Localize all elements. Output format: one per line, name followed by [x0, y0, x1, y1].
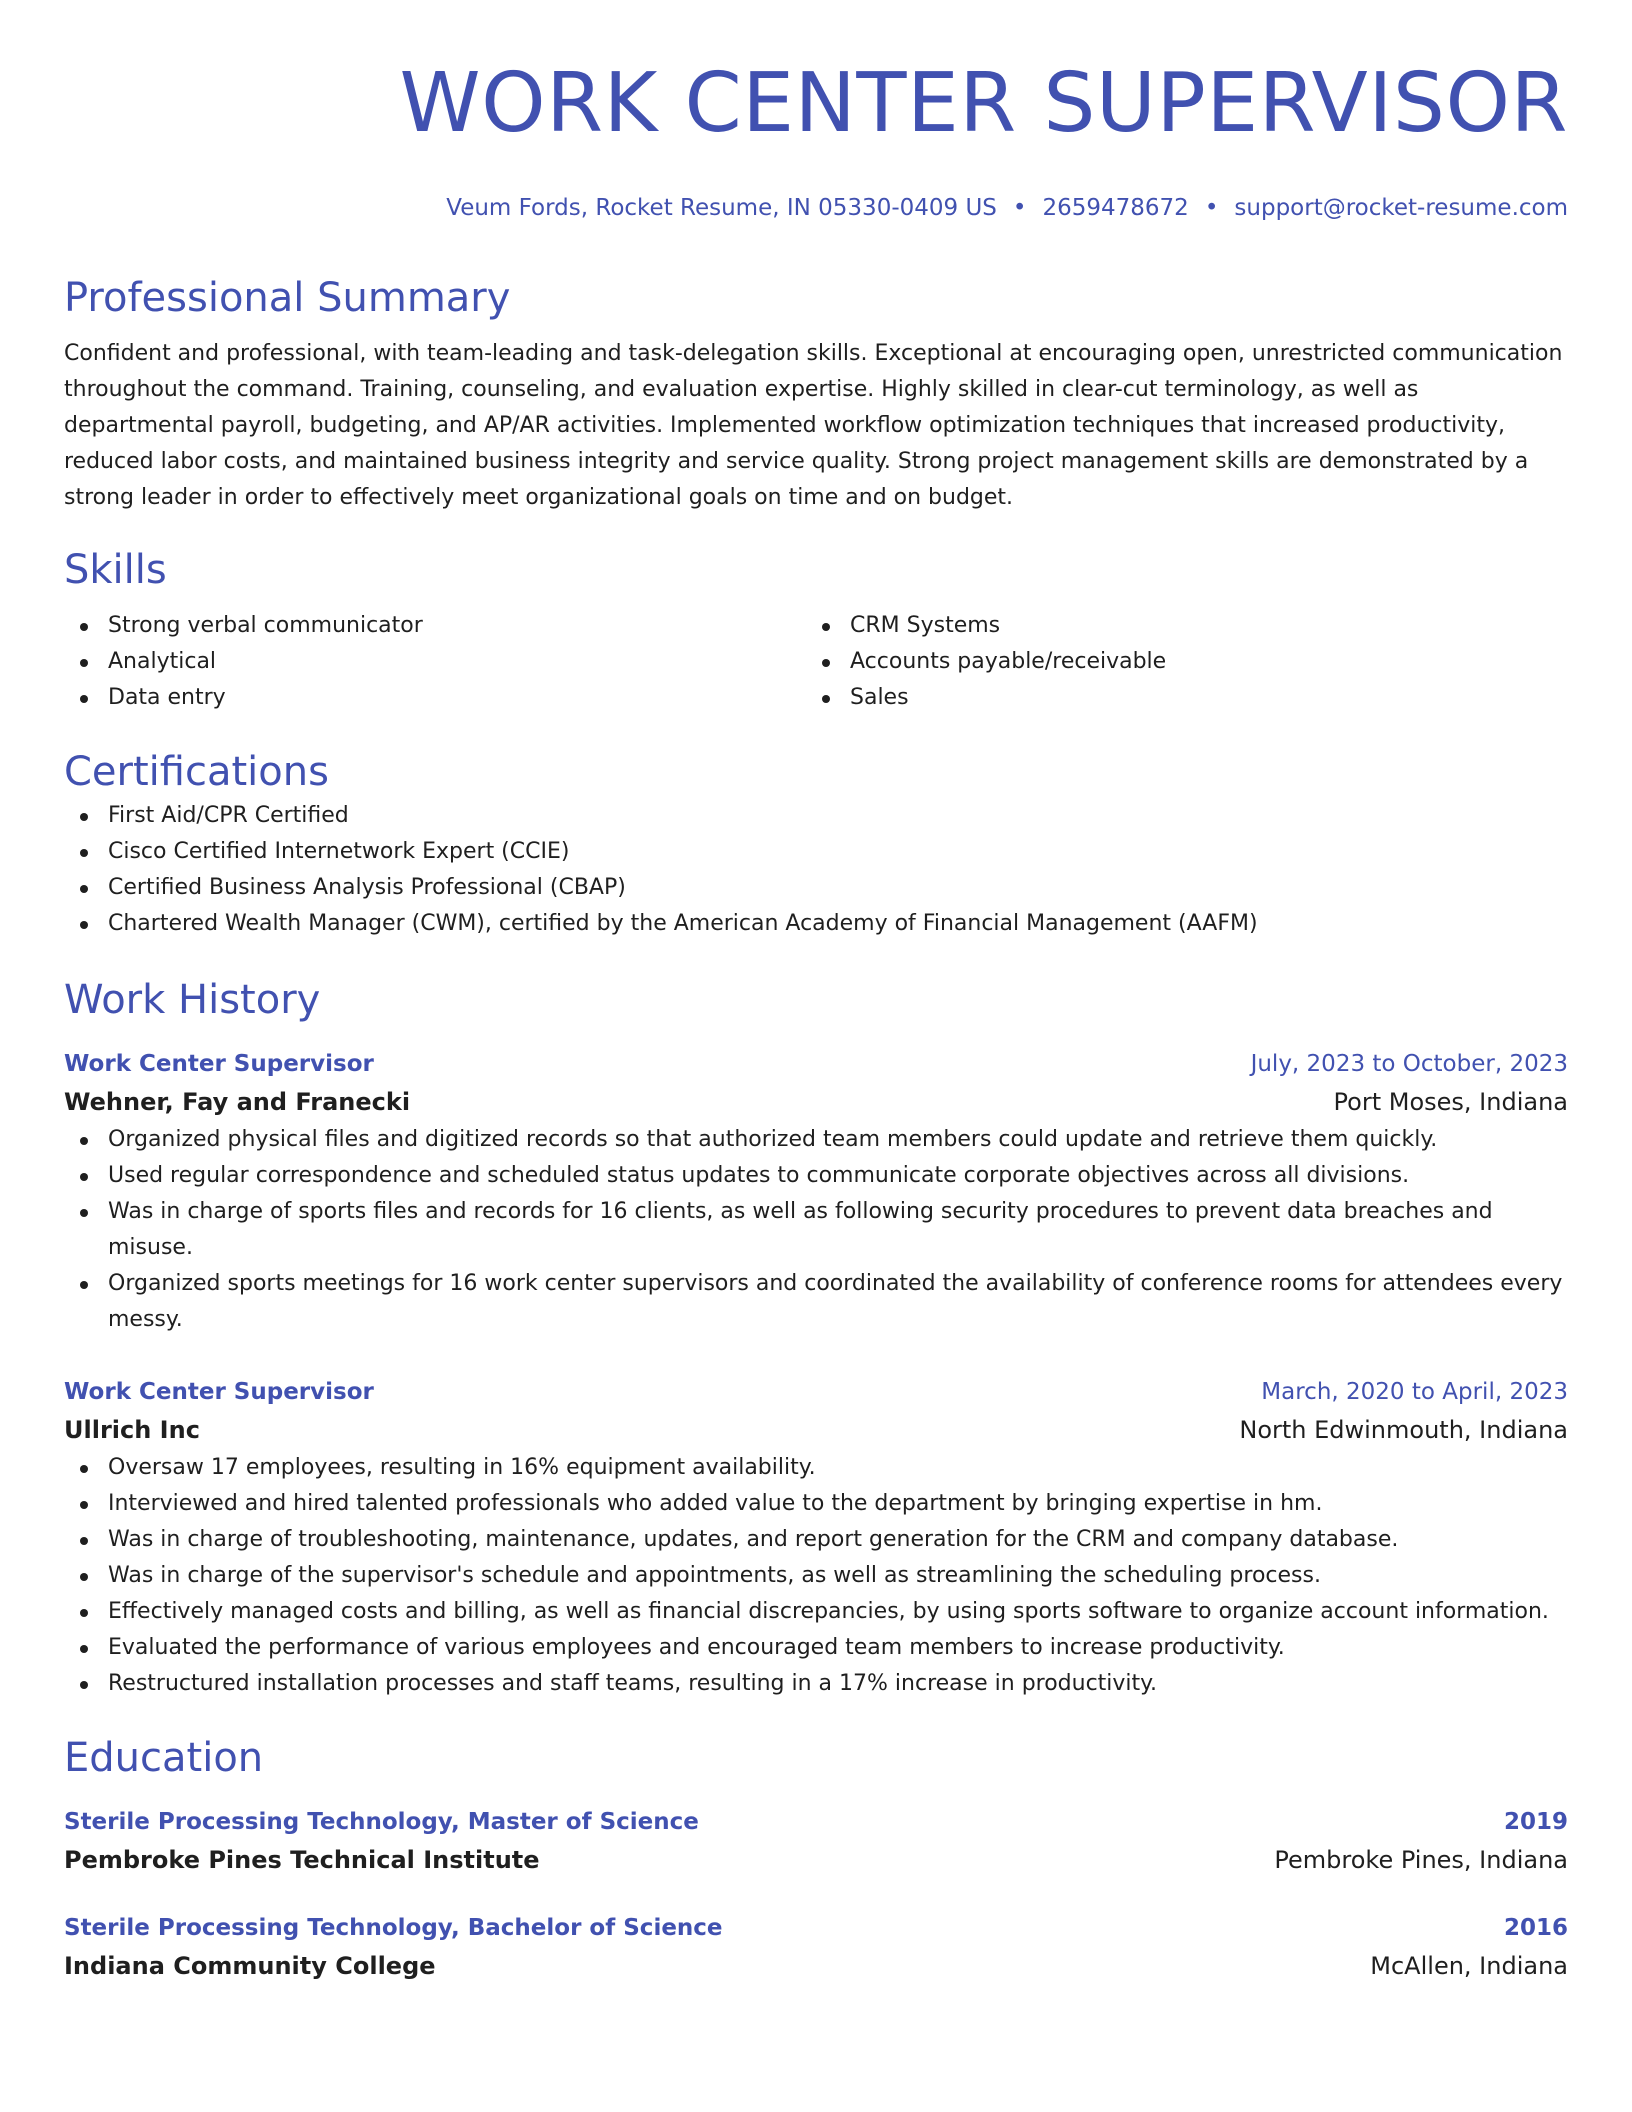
job-duty: Used regular correspondence and scheduled status updates to communicate corporate objectives across all divisions.	[64, 1158, 1568, 1194]
job-dates: July, 2023 to October, 2023	[1250, 1051, 1568, 1077]
education-location: Pembroke Pines, Indiana	[1274, 1846, 1568, 1874]
education-degree-row	[64, 1910, 1568, 1946]
skill-item: Strong verbal communicator	[64, 608, 806, 644]
job-duties-list	[64, 1122, 1568, 1338]
education-degree: Sterile Processing Technology, Master of Science	[64, 1809, 699, 1835]
certification-item: Certified Business Analysis Professional (CBAP)	[64, 870, 1568, 906]
certifications-heading: Certifications	[64, 749, 329, 795]
job-duty: Evaluated the performance of various employees and encouraged team members to increase productivity.	[64, 1630, 1568, 1666]
job-position: Work Center Supervisor	[64, 1051, 374, 1077]
work-history-heading: Work History	[64, 977, 321, 1023]
skill-item: CRM Systems	[806, 608, 1548, 644]
education-location: McAllen, Indiana	[1370, 1952, 1568, 1980]
certifications-list	[64, 798, 1568, 942]
job-duty: Effectively managed costs and billing, as well as financial discrepancies, by using sports software to organize account information.	[64, 1594, 1568, 1630]
education-degree: Sterile Processing Technology, Bachelor of Science	[64, 1915, 723, 1941]
resume-page	[64, 0, 1568, 1986]
skills-grid	[64, 608, 1568, 716]
job-header-row	[64, 1046, 1568, 1082]
candidate-name: WORK CENTER SUPERVISOR	[399, 56, 1568, 151]
phone: 2659478672	[1042, 195, 1189, 221]
certification-item: First Aid/CPR Certified	[64, 798, 1568, 834]
job-company-row	[64, 1410, 1568, 1450]
summary-heading: Professional Summary	[64, 275, 511, 321]
education-school-row	[64, 1946, 1568, 1986]
skills-heading: Skills	[64, 547, 167, 593]
job-duty: Organized sports meetings for 16 work center supervisors and coordinated the availability of conference rooms for attendees every messy.	[64, 1266, 1568, 1338]
education-entry	[64, 1804, 1568, 1880]
job-duty: Was in charge of troubleshooting, maintenance, updates, and report generation for the CRM and company database.	[64, 1522, 1568, 1558]
education-year: 2016	[1503, 1915, 1568, 1941]
job-duty: Organized physical files and digitized records so that authorized team members could update and retrieve them quickly.	[64, 1122, 1568, 1158]
job-header-row	[64, 1374, 1568, 1410]
certification-item: Chartered Wealth Manager (CWM), certified by the American Academy of Financial Management (AAFM)	[64, 906, 1568, 942]
job-duty: Restructured installation processes and staff teams, resulting in a 17% increase in productivity.	[64, 1666, 1568, 1702]
skill-item: Accounts payable/receivable	[806, 644, 1548, 680]
separator-dot: •	[1012, 195, 1027, 221]
separator-dot: •	[1204, 195, 1219, 221]
job-duties-list	[64, 1450, 1568, 1702]
contact-line	[64, 192, 1568, 224]
address: Veum Fords, Rocket Resume, IN 05330-0409 US	[446, 195, 997, 221]
job-duty: Was in charge of sports files and records for 16 clients, as well as following security procedures to prevent data breaches and misuse.	[64, 1194, 1568, 1266]
skill-item: Analytical	[64, 644, 806, 680]
job-entry	[64, 1374, 1568, 1702]
skill-item: Sales	[806, 680, 1548, 716]
skill-item: Data entry	[64, 680, 806, 716]
job-dates: March, 2020 to April, 2023	[1261, 1379, 1568, 1405]
job-duty: Was in charge of the supervisor's schedule and appointments, as well as streamlining the scheduling process.	[64, 1558, 1568, 1594]
education-entry	[64, 1910, 1568, 1986]
certification-item: Cisco Certified Internetwork Expert (CCIE)	[64, 834, 1568, 870]
education-heading: Education	[64, 1735, 264, 1781]
summary-text: Confident and professional, with team-leading and task-delegation skills. Exceptional at encouraging open, unrestricted communication throughout the command. Training, counseling, and evaluation expertise. Highly skilled in clear-cut terminology, as well as departmental payroll, budgeting, and AP/AR activities. Implemented workflow optimization techniques that increased productivity, reduced labor costs, and maintained business integrity and service quality. Strong project management skills are demonstrated by a strong leader in order to effectively meet organizational goals on time and on budget.	[64, 341, 1563, 510]
skills-right-list	[806, 608, 1548, 716]
skills-left-list	[64, 608, 806, 716]
education-degree-row	[64, 1804, 1568, 1840]
education-school-row	[64, 1840, 1568, 1880]
job-location: North Edwinmouth, Indiana	[1239, 1416, 1568, 1444]
education-school: Indiana Community College	[64, 1952, 436, 1980]
job-company: Ullrich Inc	[64, 1416, 200, 1444]
job-duty: Interviewed and hired talented professionals who added value to the department by bringing expertise in hm.	[64, 1486, 1568, 1522]
job-position: Work Center Supervisor	[64, 1379, 374, 1405]
job-duty: Oversaw 17 employees, resulting in 16% equipment availability.	[64, 1450, 1568, 1486]
education-year: 2019	[1503, 1809, 1568, 1835]
job-company-row	[64, 1082, 1568, 1122]
education-school: Pembroke Pines Technical Institute	[64, 1846, 540, 1874]
job-company: Wehner, Fay and Franecki	[64, 1088, 411, 1116]
job-location: Port Moses, Indiana	[1333, 1088, 1568, 1116]
job-entry	[64, 1046, 1568, 1338]
email: support@rocket-resume.com	[1234, 195, 1568, 221]
